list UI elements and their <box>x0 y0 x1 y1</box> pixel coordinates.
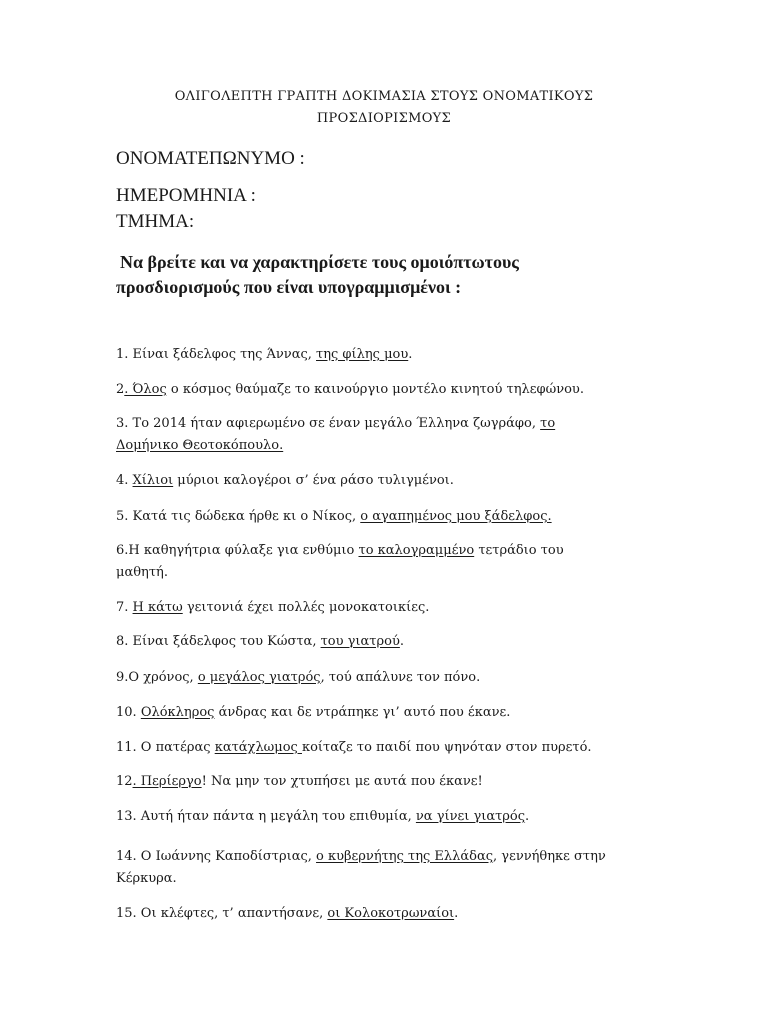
question-13 <box>116 806 656 828</box>
class-field-label: ΤΜΗΜΑ: <box>116 211 195 232</box>
question-text: 8. Είναι ξάδελφος του Κώστα, <box>116 634 321 649</box>
question-text: 9.Ο χρόνος, <box>116 670 198 685</box>
question-11 <box>116 737 676 759</box>
underlined-phrase: Χίλιοι <box>132 473 174 488</box>
underlined-phrase: ο αγαπημένος μου ξάδελφος. <box>360 509 552 524</box>
question-text: . <box>454 906 459 921</box>
date-field-label: ΗΜΕΡΟΜΗΝΙΑ : <box>116 185 256 206</box>
underlined-phrase: ο μεγάλος γιατρός <box>197 670 321 685</box>
question-10 <box>116 702 656 724</box>
question-text: κοίταζε το παιδί που ψηνόταν στον πυρετό. <box>301 740 592 755</box>
task-line-2: προσδιορισμούς που είναι υπογραμμισμένοι : <box>116 277 462 297</box>
question-6 <box>116 540 616 584</box>
question-text: 15. Οι κλέφτες, τ’ απαντήσανε, <box>116 906 328 921</box>
question-15 <box>116 903 656 925</box>
question-8 <box>116 631 656 653</box>
question-text: 6.Η καθηγήτρια φύλαξε για ενθύμιο <box>116 543 359 558</box>
question-7 <box>116 597 656 619</box>
underlined-phrase: οι Κολοκοτρωναίοι <box>327 906 455 921</box>
question-text: 1. Είναι ξάδελφος της Άννας, <box>116 347 317 362</box>
question-text: . <box>408 347 413 362</box>
question-text: ! Να μην τον χτυπήσει με αυτά που έκανε! <box>201 774 483 789</box>
underlined-phrase: Η κάτω <box>132 600 183 615</box>
title-line-1: ΟΛΙΓΟΛΕΠΤΗ ΓΡΑΠΤΗ ΔΟΚΙΜΑΣΙΑ ΣΤΟΥΣ ΟΝΟΜΑΤΙΚΟΥΣ <box>174 89 594 104</box>
question-text: 14. Ο Ιωάννης Καποδίστριας, <box>116 849 317 864</box>
question-text: . <box>399 634 404 649</box>
underlined-phrase: κατάχλωμος <box>214 740 302 755</box>
question-2 <box>116 379 656 401</box>
question-text: 2 <box>116 382 125 397</box>
question-text: 13. Αυτή ήταν πάντα η μεγάλη του επιθυμία, <box>116 809 416 824</box>
question-text: 12 <box>116 774 133 789</box>
question-text: τετράδιο του μαθητή. <box>116 543 564 580</box>
underlined-phrase: να γίνει γιατρός <box>415 809 526 824</box>
question-12 <box>116 771 656 793</box>
question-9 <box>116 667 656 689</box>
question-text: 7. <box>116 600 133 615</box>
question-text: . <box>525 809 530 824</box>
question-text: 10. <box>116 705 141 720</box>
underlined-phrase: το καλογραμμένο <box>358 543 475 558</box>
question-text: άνδρας και δε ντράπηκε γι’ αυτό που έκανε. <box>214 705 511 720</box>
underlined-phrase: το Δομήνικο Θεοτοκόπουλο. <box>116 416 556 453</box>
question-text: 11. Ο πατέρας <box>116 740 215 755</box>
question-5 <box>116 506 656 528</box>
question-text: μύριοι καλογέροι σ’ ένα ράσο τυλιγμένοι. <box>173 473 454 488</box>
question-text: , τού απάλυνε τον πόνο. <box>320 670 481 685</box>
question-text: 5. Κατά τις δώδεκα ήρθε κι ο Νίκος, <box>116 509 361 524</box>
question-14 <box>116 846 656 890</box>
task-line-1: Να βρείτε και να χαρακτηρίσετε τους ομοιόπτωτους <box>120 252 519 272</box>
question-4 <box>116 470 656 492</box>
task-instruction <box>116 250 676 300</box>
question-text: ο κόσμος θαύμαζε το καινούργιο μοντέλο κινητού τηλεφώνου. <box>166 382 584 397</box>
title-line-2: ΠΡΟΣΔΙΟΡΙΣΜΟΥΣ <box>316 111 452 126</box>
question-text: 3. Το 2014 ήταν αφιερωμένο σε έναν μεγάλο Έλληνα ζωγράφο, <box>116 416 541 431</box>
underlined-phrase: . Όλος <box>124 382 167 397</box>
underlined-phrase: της φίλης μου <box>316 347 409 362</box>
underlined-phrase: . Περίεργο <box>132 774 202 789</box>
question-text: 4. <box>116 473 133 488</box>
underlined-phrase: ο κυβερνήτης της Ελλάδας <box>316 849 494 864</box>
name-field-label: ΟΝΟΜΑΤΕΠΩΝΥΜΟ : <box>116 148 305 169</box>
question-3 <box>116 413 596 457</box>
underlined-phrase: Ολόκληρος <box>140 705 215 720</box>
question-1 <box>116 344 656 366</box>
question-text: , γεννήθηκε στην Κέρκυρα. <box>116 849 606 886</box>
question-text: γειτονιά έχει πολλές μονοκατοικίες. <box>182 600 430 615</box>
underlined-phrase: του γιατρού <box>320 634 400 649</box>
